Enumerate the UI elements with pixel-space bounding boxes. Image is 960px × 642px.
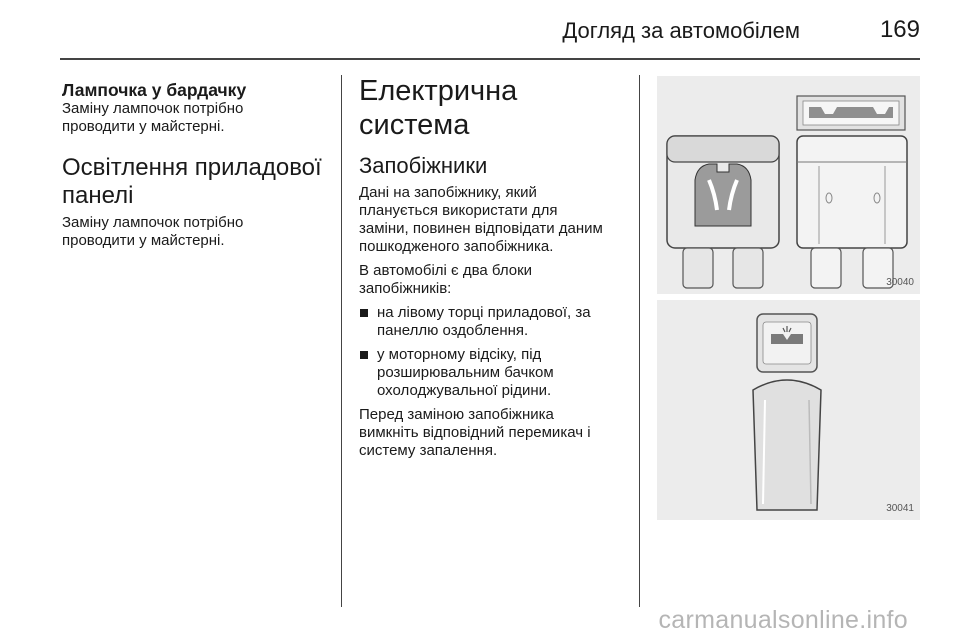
bullet1-line-2: панеллю оздоблення.: [377, 322, 529, 339]
fuses-para1-line-3: заміни, повинен відповідати даним: [359, 220, 603, 237]
fuses-para2-line-1: В автомобілі є два блоки: [359, 262, 533, 279]
blade-fuses-drawing: [657, 76, 920, 294]
figure-code-30040: 30040: [886, 277, 914, 288]
fuse-illustration-30040: [657, 76, 920, 294]
bullet-square-icon: [360, 309, 368, 317]
header-divider: [60, 58, 920, 60]
middle-column: [359, 74, 631, 460]
bullet2-line-2: розширювальним бачком: [377, 364, 554, 381]
fuses-para3-line-1: Перед заміною запобіжника: [359, 406, 554, 423]
fuses-subtitle: Запобіжники: [359, 153, 488, 178]
glovebox-lamp-heading: Лампочка у бардачку: [62, 80, 247, 100]
panel-lighting-heading-line-2: панелі: [62, 182, 134, 209]
bullet2-line-3: охолоджувальної рідини.: [377, 382, 552, 399]
bullet-square-icon: [360, 351, 368, 359]
watermark-text: carmanualsonline.info: [658, 606, 908, 634]
fuses-para1-line-4: пошкодженого запобіжника.: [359, 238, 554, 255]
left-column: [62, 80, 332, 250]
page-number: 169: [879, 16, 920, 43]
fuses-para3-line-3: систему запалення.: [359, 442, 498, 459]
panel-lighting-text-line-1: Заміну лампочок потрібно: [62, 214, 244, 231]
panel-lighting-text-line-2: проводити у майстерні.: [62, 232, 225, 249]
column-divider-left: [341, 75, 342, 607]
bullet-item-instrument-panel: [359, 304, 631, 340]
figure-code-30041: 30041: [886, 503, 914, 514]
fuse-puller-drawing: [657, 300, 920, 520]
glovebox-lamp-text-line-1: Заміну лампочок потрібно: [62, 100, 244, 117]
fuses-para1-line-1: Дані на запобіжнику, який: [359, 184, 537, 201]
fuses-para1-line-2: планується використати для: [359, 202, 558, 219]
bullet2-line-1: у моторному відсіку, під: [377, 346, 542, 363]
column-divider-right: [639, 75, 640, 607]
bullet-item-engine-compartment: [359, 346, 631, 400]
bullet1-line-1: на лівому торці приладової, за: [377, 304, 591, 321]
fuses-para3-line-2: вимкніть відповідний перемикач і: [359, 424, 591, 441]
electrical-system-title: Електрична система: [359, 75, 518, 141]
fuses-para2-line-2: запобіжників:: [359, 280, 452, 297]
panel-lighting-heading-line-1: Освітлення приладової: [62, 154, 322, 181]
page-header-title: Догляд за автомобілем: [562, 18, 800, 43]
fuse-illustration-30041: [657, 300, 920, 520]
glovebox-lamp-text-line-2: проводити у майстерні.: [62, 118, 225, 135]
